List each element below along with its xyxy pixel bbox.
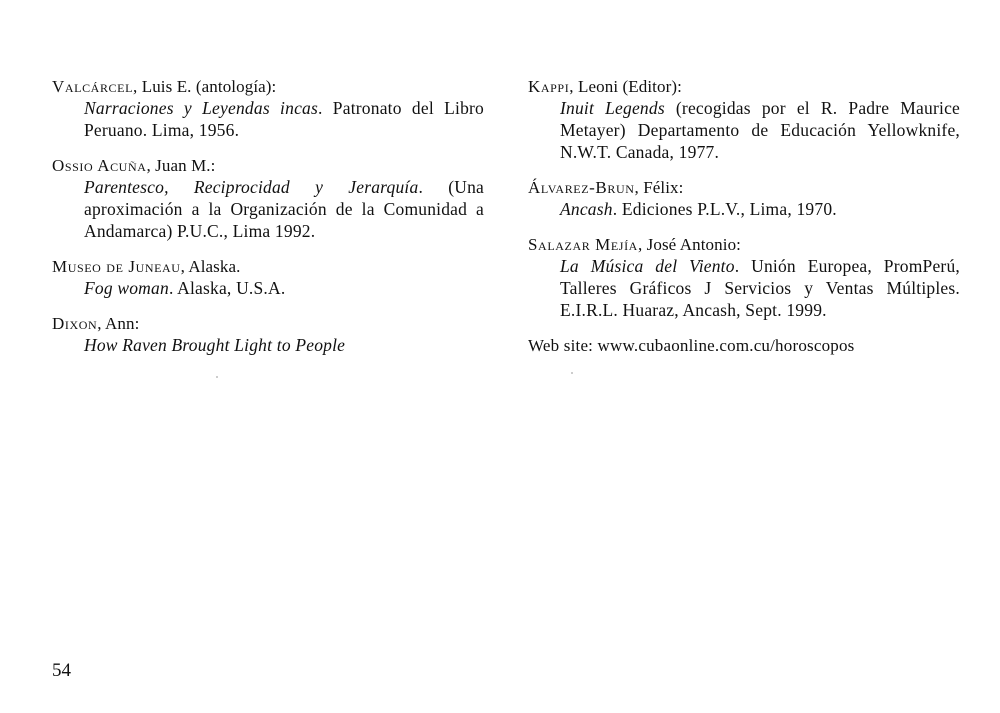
- bibliography-entry-alvarez-brun: [528, 177, 960, 220]
- entry-author: [52, 76, 484, 97]
- entry-title: La Música del Viento: [560, 256, 735, 276]
- paper-speck: [571, 372, 573, 374]
- paper-speck: [216, 376, 218, 378]
- author-given-name: , Alaska.: [180, 257, 241, 276]
- entry-details: [52, 334, 484, 356]
- entry-publication: . Alaska, U.S.A.: [168, 278, 286, 298]
- bibliography-entry-dixon: [52, 313, 484, 356]
- page-number: 54: [52, 660, 71, 681]
- entry-publication: . (Una aproximación a la Organización de la Comunidad a Andamarca) P.U.C., Lima 1992.: [84, 177, 484, 241]
- entry-publication: (recogidas por el R. Padre Maurice Metayer) Departamento de Educación Yellowknife, N.W.T. Canada, 1977.: [560, 98, 961, 162]
- author-given-name: , Félix:: [634, 178, 684, 197]
- entry-publication: . Unión Europea, PromPerú, Talleres Gráficos J Servicios y Ventas Múltiples. E.I.R.L. Huaraz, Ancash, Sept. 1999.: [560, 256, 960, 320]
- left-bibliography-column: [52, 76, 484, 370]
- author-given-name: , Juan M.:: [146, 156, 216, 175]
- entry-publication: . Ediciones P.L.V., Lima, 1970.: [612, 199, 837, 219]
- author-given-name: , José Antonio:: [637, 235, 741, 254]
- entry-title: Fog woman: [84, 278, 169, 298]
- bibliography-entry-kappi: [528, 76, 960, 163]
- author-surname: Valcárcel: [52, 77, 134, 96]
- entry-publication: . Patronato del Libro Peruano. Lima, 1956.: [84, 98, 484, 140]
- entry-title: How Raven Brought Light to People: [84, 335, 346, 355]
- entry-details: [52, 97, 484, 141]
- author-given-name: , Ann:: [97, 314, 140, 333]
- entry-author: [528, 234, 960, 255]
- bibliography-entry-ossio: [52, 155, 484, 242]
- web-site-reference: Web site: www.cubaonline.com.cu/horoscopos: [528, 336, 855, 355]
- entry-author: [528, 177, 960, 198]
- entry-details: [528, 97, 960, 163]
- right-bibliography-column: [528, 76, 960, 357]
- entry-author: [52, 256, 484, 277]
- author-surname: Museo de Juneau: [52, 257, 181, 276]
- entry-details: [528, 198, 960, 220]
- author-surname: Salazar Mejía: [528, 235, 638, 254]
- author-surname: Álvarez-Brun: [528, 178, 635, 197]
- entry-details: [528, 255, 960, 321]
- author-surname: Ossio Acuña: [52, 156, 147, 175]
- entry-details: [52, 277, 484, 299]
- entry-title: Ancash: [560, 199, 613, 219]
- entry-author: [52, 313, 484, 334]
- bibliography-entry-valcarcel: [52, 76, 484, 141]
- author-surname: Kappi: [528, 77, 570, 96]
- author-given-name: , Leoni (Editor):: [569, 77, 682, 96]
- entry-details: [52, 176, 484, 242]
- entry-title: Inuit Legends: [560, 98, 665, 118]
- author-given-name: , Luis E. (antología):: [133, 77, 277, 96]
- entry-author: [528, 76, 960, 97]
- entry-author: [52, 155, 484, 176]
- entry-title: Narraciones y Leyendas incas: [84, 98, 318, 118]
- bibliography-entry-salazar: [528, 234, 960, 321]
- author-surname: Dixon: [52, 314, 98, 333]
- entry-title: Parentesco, Reciprocidad y Jerarquía: [84, 177, 419, 197]
- bibliography-entry-museo: [52, 256, 484, 299]
